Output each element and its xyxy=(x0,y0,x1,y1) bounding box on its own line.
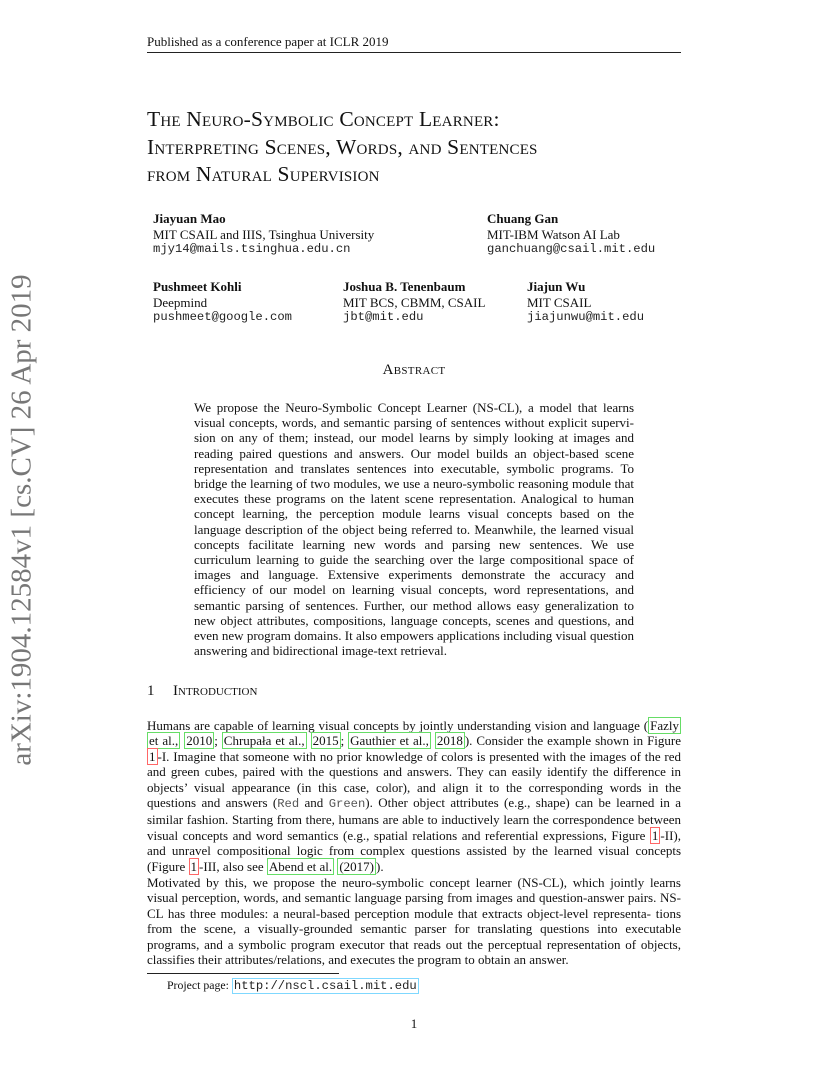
title-line-1: The Neuro-Symbolic Concept Learner: xyxy=(147,107,500,131)
header-rule xyxy=(147,52,681,53)
text: also see xyxy=(222,858,267,874)
text: ). Other object attributes (e.g., shape) can be learned in a similar fashion. xyxy=(147,795,681,828)
author-name: Chuang Gan xyxy=(487,211,559,226)
abstract-line: the language description of the object being referred to. Meanwhile, the learned xyxy=(194,506,634,537)
author-name: Joshua B. Tenenbaum xyxy=(343,279,466,294)
citation-link[interactable]: 2018 xyxy=(436,733,463,749)
running-header: Published as a conference paper at ICLR 2019 xyxy=(147,34,389,49)
abstract-line: efficiency of our model on learning visual concepts, word representations, and xyxy=(194,582,634,598)
text: green cubes, paired with the questions and answers. They can easily identify the difference in objects’ xyxy=(147,764,682,795)
paragraph-line: classifies their attributes/relations, and executes the program to obtain an answer. xyxy=(147,952,569,968)
text: -II), and unravel xyxy=(147,827,681,859)
section-heading xyxy=(147,683,257,700)
author-block xyxy=(487,211,655,258)
intro-paragraph-2 xyxy=(147,875,681,967)
abstract-line: visual concepts facilitate learning new words and parsing new sentences. We use xyxy=(194,521,634,552)
author-block xyxy=(343,279,485,326)
author-affiliation: MIT CSAIL xyxy=(527,294,592,310)
text: ). xyxy=(376,858,384,874)
abstract-line: visual concepts, words, and semantic parsing of sentences without explicit supervi- xyxy=(194,415,634,431)
text: and word semantics (e.g., spatial relations and referential expressions, Figure xyxy=(232,827,650,843)
paragraph-line: visual perception, words, and semantic language parsing from images and question-answer pairs. xyxy=(147,890,657,906)
text: Imagine that someone with no prior knowledge of colors is presented with the images of the red and xyxy=(147,748,681,780)
text: -I. xyxy=(157,748,170,764)
abstract-line: semantic parsing of sentences. Further, our method allows easy generalization xyxy=(194,597,619,613)
section-number: 1 xyxy=(147,683,155,699)
abstract-line: human concept learning, the perception module learns visual concepts based on xyxy=(194,491,635,522)
citation-link[interactable]: (2017) xyxy=(339,858,374,874)
author-email: ganchuang@csail.mit.edu xyxy=(487,242,656,256)
author-affiliation: Deepmind xyxy=(153,294,208,310)
abstract-text xyxy=(194,400,634,658)
paragraph-line: programs, and a symbolic program executor that reads out the perceptual representation of objects, xyxy=(147,936,681,952)
code-red: Red xyxy=(277,797,300,812)
abstract-line: sion on any of them; instead, our model learns by simply looking at images and xyxy=(194,430,634,446)
footnote-label: Project page: xyxy=(167,978,232,992)
text: visual appearance (in this case, color), and align it to the corresponding words in the questions and xyxy=(147,779,682,811)
text: and xyxy=(299,795,329,811)
section-title: Introduction xyxy=(173,683,258,699)
abstract-line: reading paired questions and answers. Our model builds an object-based scene xyxy=(194,445,634,461)
author-email: jbt@mit.edu xyxy=(343,310,424,324)
author-name: Pushmeet Kohli xyxy=(153,279,242,294)
text: ). Consider the example shown in Figure xyxy=(464,733,682,749)
citation-link[interactable]: Fazly xyxy=(650,718,679,733)
author-email: pushmeet@google.com xyxy=(153,310,292,324)
author-name: Jiajun Wu xyxy=(527,279,586,294)
text: -III, xyxy=(199,858,220,874)
citation-link[interactable]: 2015 xyxy=(312,733,339,749)
intro-paragraph-1: Humans are capable of learning visual concepts by jointly understanding vision and language ( Fazly et al., 2010 ; Chrupała et al., 2015 ; Gauthier et al., 2018 ). Consider the example shown in Figure 1 -I. Imagine that someone with no prior knowledge of colors is presented with the images of the red and green cubes, paired with the questions and answers. They can easily identify the difference in objects’ visual appearance (in this case, color), and align it to the corresponding words in the questions and answers (Red and Green). Other object attributes (e.g., shape) can be learned in a similar fashion. Starting from there, humans are able to inductively learn the correspondence between visual concepts and word semantics (e.g., spatial relations and referential expressions, Figure 1 -II), and unravel compositional logic from complex questions assisted by the learned visual concepts (Figure 1 -III, also see Abend et al. (2017) ). xyxy=(147,718,682,874)
title-line-3: from Natural Supervision xyxy=(147,162,380,186)
author-affiliation: MIT-IBM Watson AI Lab xyxy=(487,226,620,242)
abstract-line: that executes these programs on the latent scene representation. Analogical to xyxy=(194,476,634,507)
author-block xyxy=(153,211,374,258)
author-block xyxy=(527,279,644,326)
citation-link[interactable]: Chrupała et al., xyxy=(223,733,305,749)
citation-link[interactable]: Abend et al. xyxy=(268,858,333,874)
arxiv-stamp: arXiv:1904.12584v1 [cs.CV] 26 Apr 2019 xyxy=(5,274,38,766)
text: Starting from there, humans are able to inductively learn the correspondence between visual concepts xyxy=(147,812,682,843)
author-affiliation: MIT CSAIL and IIIS, Tsinghua University xyxy=(153,226,375,242)
abstract-line: representation and translates sentences into executable, symbolic programs. To xyxy=(194,460,634,476)
author-block xyxy=(153,279,292,326)
abstract-line: We propose the Neuro-Symbolic Concept Learner (NS-CL), a model that learns xyxy=(194,400,634,415)
footnote-rule xyxy=(147,973,339,974)
code-green: Green xyxy=(328,797,366,812)
author-name: Jiayuan Mao xyxy=(153,211,226,226)
abstract-line: curriculum learning to guide the searching over the large compositional space xyxy=(194,552,618,568)
abstract-line: bridge the learning of two modules, we use a neuro-symbolic reasoning module xyxy=(194,476,612,492)
paragraph-line: tions from the scene, a visually-grounded semantic parser for translating questions into executable xyxy=(147,905,682,937)
abstract-line: question answering and bidirectional image-text retrieval. xyxy=(194,628,634,659)
text: compositional logic from complex questions assisted by the learned visual concepts (Figure xyxy=(147,843,682,874)
text: answers ( xyxy=(225,795,278,811)
paragraph-line: NS-CL has three modules: a neural-based perception module that extracts object-level representa- xyxy=(147,890,681,921)
citation-link[interactable]: 2010 xyxy=(186,733,213,749)
footnote xyxy=(167,978,419,993)
author-affiliation: MIT BCS, CBMM, CSAIL xyxy=(343,294,486,310)
abstract-heading: Abstract xyxy=(382,362,446,378)
paragraph-line: Motivated by this, we propose the neuro-symbolic concept learner (NS-CL), which jointly learns xyxy=(147,875,681,890)
paper-title xyxy=(147,106,707,189)
project-page-link[interactable]: http://nscl.csail.mit.edu xyxy=(233,979,417,993)
title-line-2: Interpreting Scenes, Words, and Sentences xyxy=(147,134,538,159)
citation-link[interactable]: Gauthier et al., xyxy=(350,733,429,749)
figure-ref-link[interactable]: 1 xyxy=(190,858,198,874)
page-number: 1 xyxy=(410,1016,418,1031)
author-email: jiajunwu@mit.edu xyxy=(527,310,645,324)
abstract-line: and even new program domains. It also empowers applications including visual xyxy=(194,612,634,644)
text: Humans are capable of learning visual concepts by jointly understanding vision and language ( xyxy=(147,718,649,733)
abstract-line: to new object attributes, compositions, language concepts, scenes and questions, xyxy=(194,597,635,628)
citation-link[interactable]: et al., xyxy=(149,733,179,749)
figure-ref-link[interactable]: 1 xyxy=(651,827,659,843)
abstract-line: of images and language. Extensive experiments demonstrate the accuracy and xyxy=(194,552,634,583)
figure-ref-link[interactable]: 1 xyxy=(149,748,156,764)
author-email: mjy14@mails.tsinghua.edu.cn xyxy=(153,242,351,256)
